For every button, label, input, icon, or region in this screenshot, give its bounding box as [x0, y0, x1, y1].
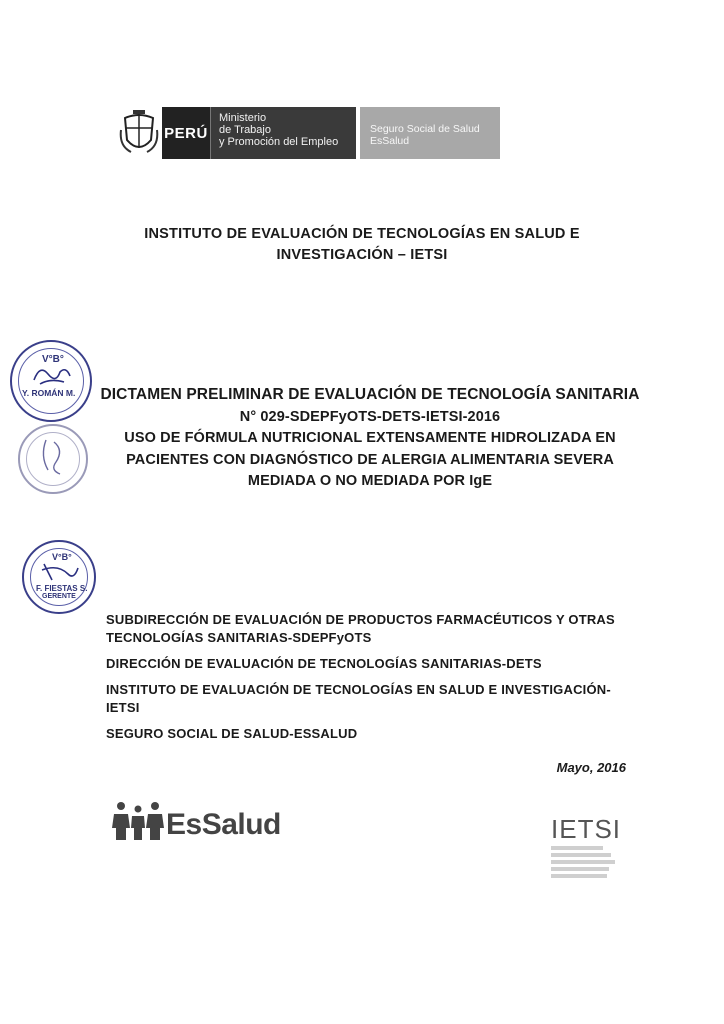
dictamen-subject-line-3: MEDIADA O NO MEDIADA POR IgE — [247, 473, 493, 489]
stamp-1-name: Y. ROMÁN M. — [22, 388, 76, 398]
stamp-3-role: GERENTE — [42, 593, 76, 600]
ministry-line-2: de Trabajo — [219, 124, 271, 136]
dictamen-subject-line-1: USO DE FÓRMULA NUTRICIONAL EXTENSAMENTE HIDROLIZADA EN — [124, 430, 616, 446]
approval-stamp-2 — [18, 424, 88, 494]
approval-stamp-3 — [22, 540, 96, 614]
stamp-1-signature-icon — [30, 362, 74, 388]
ietsi-logo-text: IETSI — [551, 814, 622, 844]
approval-stamp-1 — [10, 340, 92, 422]
stamp-1-vb: V°B° — [42, 354, 64, 365]
document-date: Mayo, 2016 — [556, 760, 626, 775]
dictamen-title: DICTAMEN PRELIMINAR DE EVALUACIÓN DE TECNOLOGÍA SANITARIA — [100, 386, 640, 403]
org-sdepfyots-line-1: SUBDIRECCIÓN DE EVALUACIÓN DE PRODUCTOS FARMACÉUTICOS Y OTRAS — [106, 612, 615, 627]
essalud-footer-logo — [112, 800, 281, 842]
org-ietsi-line-2: IETSI — [106, 700, 140, 715]
essalud-header-line-1: Seguro Social de Salud — [370, 123, 480, 135]
peru-label: PERÚ — [162, 107, 210, 159]
stamp-3-vb: V°B° — [52, 552, 72, 562]
institute-title-line-2: INVESTIGACIÓN – IETSI — [276, 247, 448, 263]
header-logo-bar — [116, 107, 500, 159]
dictamen-subject-line-2: PACIENTES CON DIAGNÓSTICO DE ALERGIA ALIMENTARIA SEVERA — [126, 452, 614, 468]
essalud-header-label — [360, 107, 500, 159]
institute-title-line-1: INSTITUTO DE EVALUACIÓN DE TECNOLOGÍAS EN SALUD E — [144, 226, 580, 242]
stamp-3-name: F. FIESTAS S. — [36, 584, 88, 593]
essalud-family-icon — [112, 800, 164, 842]
dictamen-number: N° 029-SDEPFyOTS-DETS-IETSI-2016 — [239, 409, 501, 425]
org-sdepfyots-line-2: TECNOLOGÍAS SANITARIAS-SDEPFyOTS — [106, 630, 372, 645]
ietsi-footer-logo — [551, 816, 621, 881]
stamp-3-signature-icon — [38, 560, 82, 584]
essalud-header-line-2: EsSalud — [370, 135, 410, 147]
org-essalud: SEGURO SOCIAL DE SALUD-ESSALUD — [106, 726, 358, 741]
ministry-line-1: Ministerio — [219, 112, 267, 124]
peru-coat-of-arms-icon — [116, 107, 162, 159]
org-ietsi-line-1: INSTITUTO DE EVALUACIÓN DE TECNOLOGÍAS EN SALUD E INVESTIGACIÓN- — [106, 682, 611, 697]
essalud-logo-text: EsSalud — [166, 808, 281, 841]
org-dets: DIRECCIÓN DE EVALUACIÓN DE TECNOLOGÍAS SANITARIAS-DETS — [106, 656, 542, 671]
stamp-2-signature-icon — [34, 436, 74, 480]
ministry-line-3: y Promoción del Empleo — [219, 136, 339, 148]
ietsi-logo-fine-print — [551, 846, 621, 878]
ministry-label — [210, 107, 356, 159]
